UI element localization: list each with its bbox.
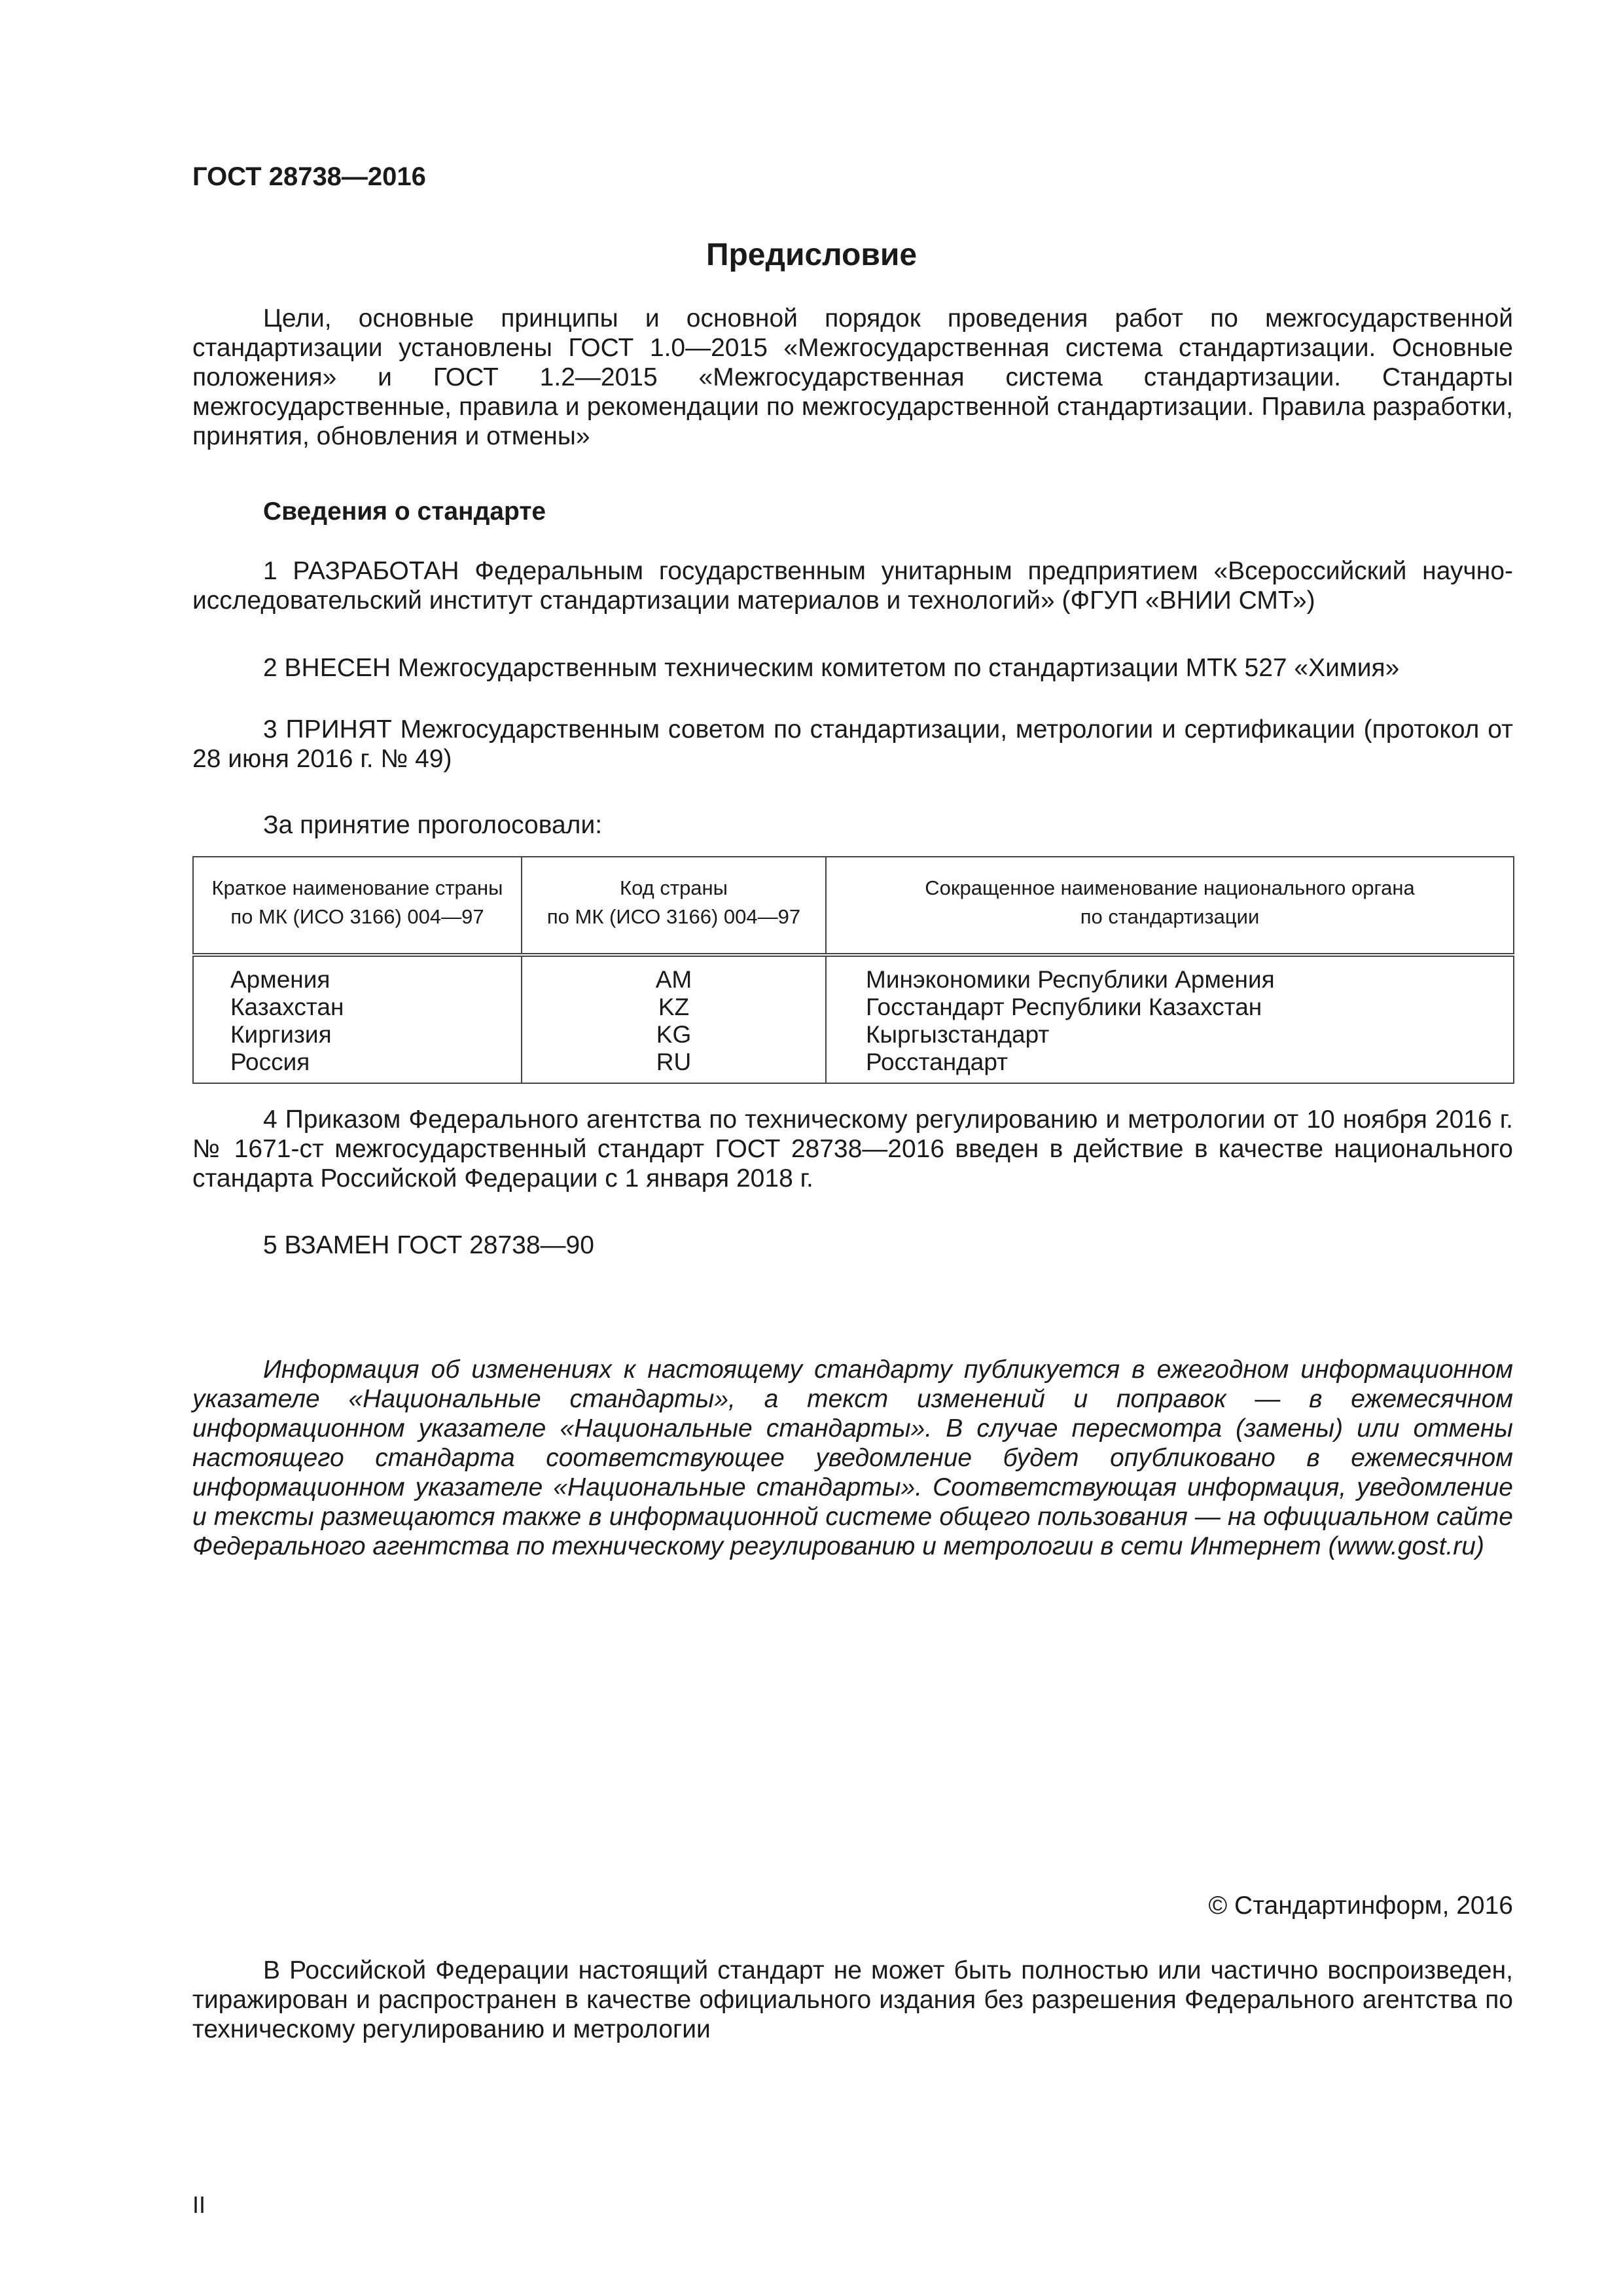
item-adopted: 3 ПРИНЯТ Межгосударственным советом по стандартизации, метрологии и сертификации (протокол от 28 июня 2016 г. № 49) <box>192 715 1513 773</box>
copyright: © Стандартинформ, 2016 <box>1208 1892 1513 1920</box>
voted-label: За принятие проголосовали: <box>263 811 603 839</box>
changes-notice: Информация об изменениях к настоящему стандарту публикуется в ежегодном информационном указателе «Национальные стандарты», а текст изменений и поправок — в ежемесячном информационном указателе «Национальные стандарты». В случае пересмотра (замены) или отмены настоящего стандарта соответствующее уведомление будет опубликовано в ежемесячном информационном указателе «Национальные стандарты». Соответствующая информация, уведомление и тексты размещаются также в информационной системе общего пользования — на официальном сайте Федерального агентства по техническому регулированию и метрологии в сети Интернет (www.gost.ru) <box>192 1355 1513 1560</box>
document-header: ГОСТ 28738—2016 <box>192 162 426 191</box>
item-enacted: 4 Приказом Федерального агентства по техническому регулированию и метрологии от 10 ноября 2016 г. № 1671-ст межгосударственный стандарт ГОСТ 28738—2016 введен в действие в качестве национального стандарта Российской Федерации с 1 января 2018 г. <box>192 1105 1513 1193</box>
column-header-code: Код страны по МК (ИСО 3166) 004—97 <box>522 857 826 955</box>
reproduction-notice: В Российской Федерации настоящий стандарт не может быть полностью или частично воспроизведен, тиражирован и распространен в качестве официального издания без разрешения Федерального агентства по техническому регулированию и метрологии <box>192 1956 1513 2043</box>
item-submitted: 2 ВНЕСЕН Межгосударственным техническим комитетом по стандартизации МТК 527 «Химия» <box>263 654 1400 682</box>
column-header-country: Краткое наименование страны по МК (ИСО 3166) 004—97 <box>193 857 522 955</box>
code-cell: AM KZ KG RU <box>522 955 826 1083</box>
table-body-row <box>193 955 1514 1083</box>
info-heading: Сведения о стандарте <box>263 497 546 526</box>
country-cell: Армения Казахстан Киргизия Россия <box>193 955 522 1083</box>
voting-table <box>192 856 1514 1084</box>
page-title: Предисловие <box>705 238 918 272</box>
body-cell: Минэкономики Республики Армения Госстандарт Республики Казахстан Кыргызстандарт Росстандарт <box>826 955 1514 1083</box>
intro-paragraph: Цели, основные принципы и основной порядок проведения работ по межгосударственной стандартизации установлены ГОСТ 1.0—2015 «Межгосударственная система стандартизации. Основные положения» и ГОСТ 1.2—2015 «Межгосударственная система стандартизации. Стандарты межгосударственные, правила и рекомендации по межгосударственной стандартизации. Правила разработки, принятия, обновления и отмены» <box>192 304 1513 450</box>
column-header-body: Сокращенное наименование национального органа по стандартизации <box>826 857 1514 955</box>
table-header-row <box>193 857 1514 955</box>
item-replaces: 5 ВЗАМЕН ГОСТ 28738—90 <box>263 1231 594 1259</box>
item-developed: 1 РАЗРАБОТАН Федеральным государственным унитарным предприятием «Всероссийский научно-исследовательский институт стандартизации материалов и технологий» (ФГУП «ВНИИ СМТ») <box>192 557 1513 615</box>
page-number: II <box>192 2191 206 2218</box>
